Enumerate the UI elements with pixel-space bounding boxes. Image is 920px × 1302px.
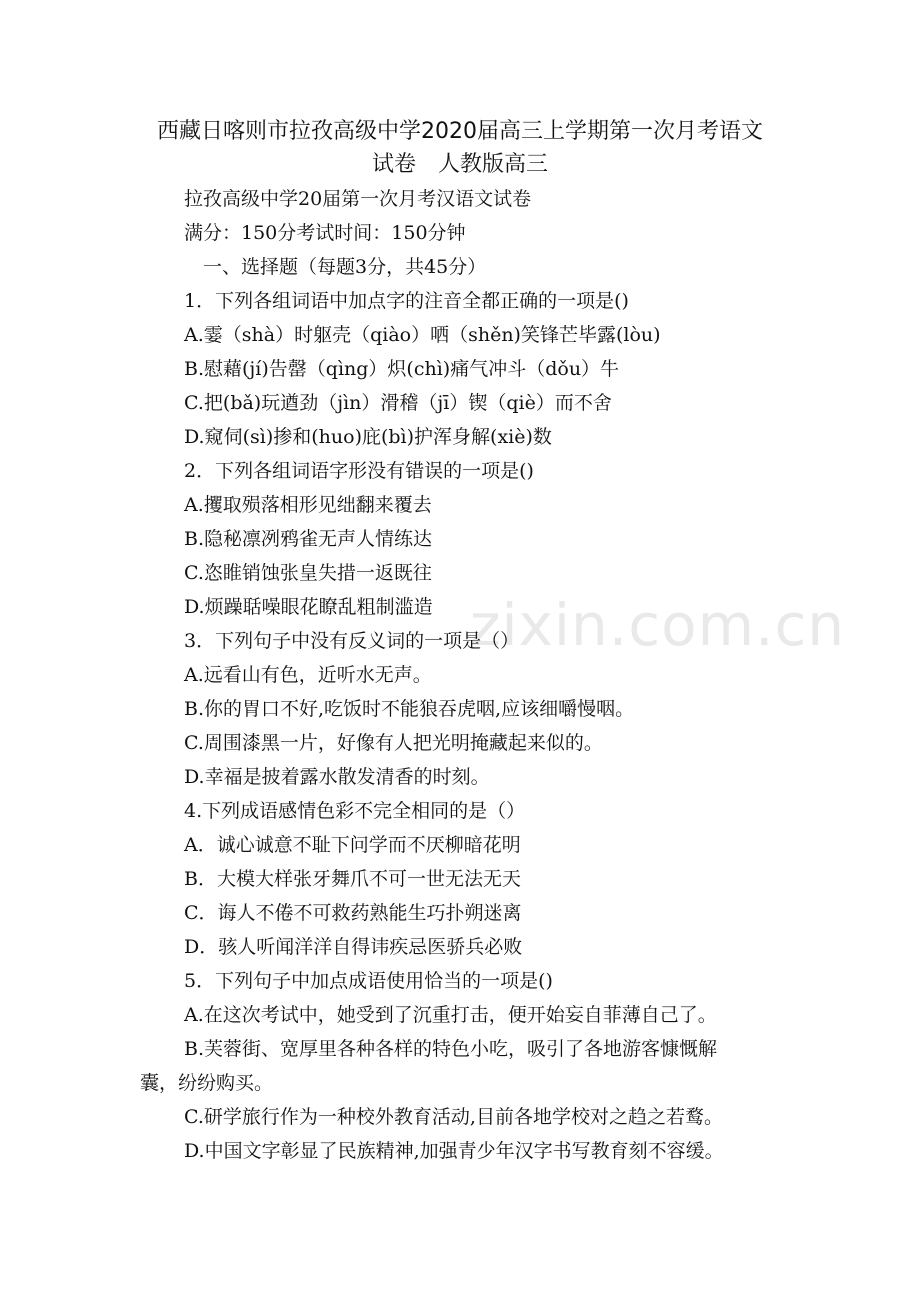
q4-option-a: A．诚心诚意不耻下问学而不厌柳暗花明 xyxy=(184,834,521,856)
q2-option-b: B.隐秘凛冽鸦雀无声人情练达 xyxy=(184,528,433,550)
q1-option-c: C.把(bǎ)玩遒劲（jìn）滑稽（jī）锲（qiè）而不舍 xyxy=(184,392,612,414)
q2-option-c: C.恣睢销蚀张皇失措一返既往 xyxy=(184,562,432,584)
q5-option-c: C.研学旅行作为一种校外教育活动,目前各地学校对之趋之若鹜。 xyxy=(184,1106,723,1128)
q1-option-a: A.霎（shà）时躯壳（qiào）哂（shěn)笑锋芒毕露(lòu) xyxy=(184,324,661,346)
q4-option-b: B．大模大样张牙舞爪不可一世无法无天 xyxy=(184,868,521,890)
exam-heading: 拉孜高级中学20届第一次月考汉语文试卷 xyxy=(184,188,532,210)
q5-option-d: D.中国文字彰显了民族精神,加强青少年汉字书写教育刻不容缓。 xyxy=(184,1140,724,1162)
exam-score-time: 满分：150分考试时间：150分钟 xyxy=(184,222,466,244)
section-heading: 一、选择题（每题3分，共45分） xyxy=(184,256,487,278)
q1-option-d: D.窥伺(sì)掺和(huo)庇(bì)护浑身解(xiè)数 xyxy=(184,426,552,448)
q3-option-c: C.周围漆黑一片，好像有人把光明掩藏起来似的。 xyxy=(184,732,603,754)
q3-option-d: D.幸福是披着露水散发清香的时刻。 xyxy=(184,766,490,788)
watermark: zixin.com.cn xyxy=(470,591,846,659)
q4-option-c: C．诲人不倦不可救药熟能生巧扑朔迷离 xyxy=(184,902,522,924)
q2-option-a: A.攫取殒落相形见绌翻来覆去 xyxy=(184,494,432,516)
question-2: 2．下列各组词语字形没有错误的一项是() xyxy=(184,460,534,482)
q3-option-a: A.远看山有色，近听水无声。 xyxy=(184,664,432,686)
question-5: 5．下列句子中加点成语使用恰当的一项是() xyxy=(184,970,553,992)
question-3: 3．下列句子中没有反义词的一项是（） xyxy=(184,630,520,652)
question-1: 1．下列各组词语中加点字的注音全都正确的一项是() xyxy=(184,290,629,312)
q4-option-d: D．骇人听闻洋洋自得讳疾忌医骄兵必败 xyxy=(184,936,523,958)
q3-option-b: B.你的胃口不好,吃饭时不能狼吞虎咽,应该细嚼慢咽。 xyxy=(184,698,635,720)
document-title-line-2: 试卷 人教版高三 xyxy=(371,152,548,177)
q2-option-d: D.烦躁聒噪眼花瞭乱粗制滥造 xyxy=(184,596,433,618)
document-title-line-1: 西藏日喀则市拉孜高级中学2020届高三上学期第一次月考语文 xyxy=(157,119,763,144)
q5-option-b: B.芙蓉街、宽厚里各种各样的特色小吃，吸引了各地游客慷慨解 xyxy=(184,1038,718,1060)
q1-option-b: B.慰藉(jí)告罄（qìng）炽(chì)痛气冲斗（dǒu）牛 xyxy=(184,358,620,380)
q5-option-a: A.在这次考试中，她受到了沉重打击，便开始妄自菲薄自己了。 xyxy=(184,1004,717,1026)
question-4: 4.下列成语感情色彩不完全相同的是（） xyxy=(184,800,526,822)
q5-option-b-continued: 囊，纷纷购买。 xyxy=(140,1072,274,1094)
